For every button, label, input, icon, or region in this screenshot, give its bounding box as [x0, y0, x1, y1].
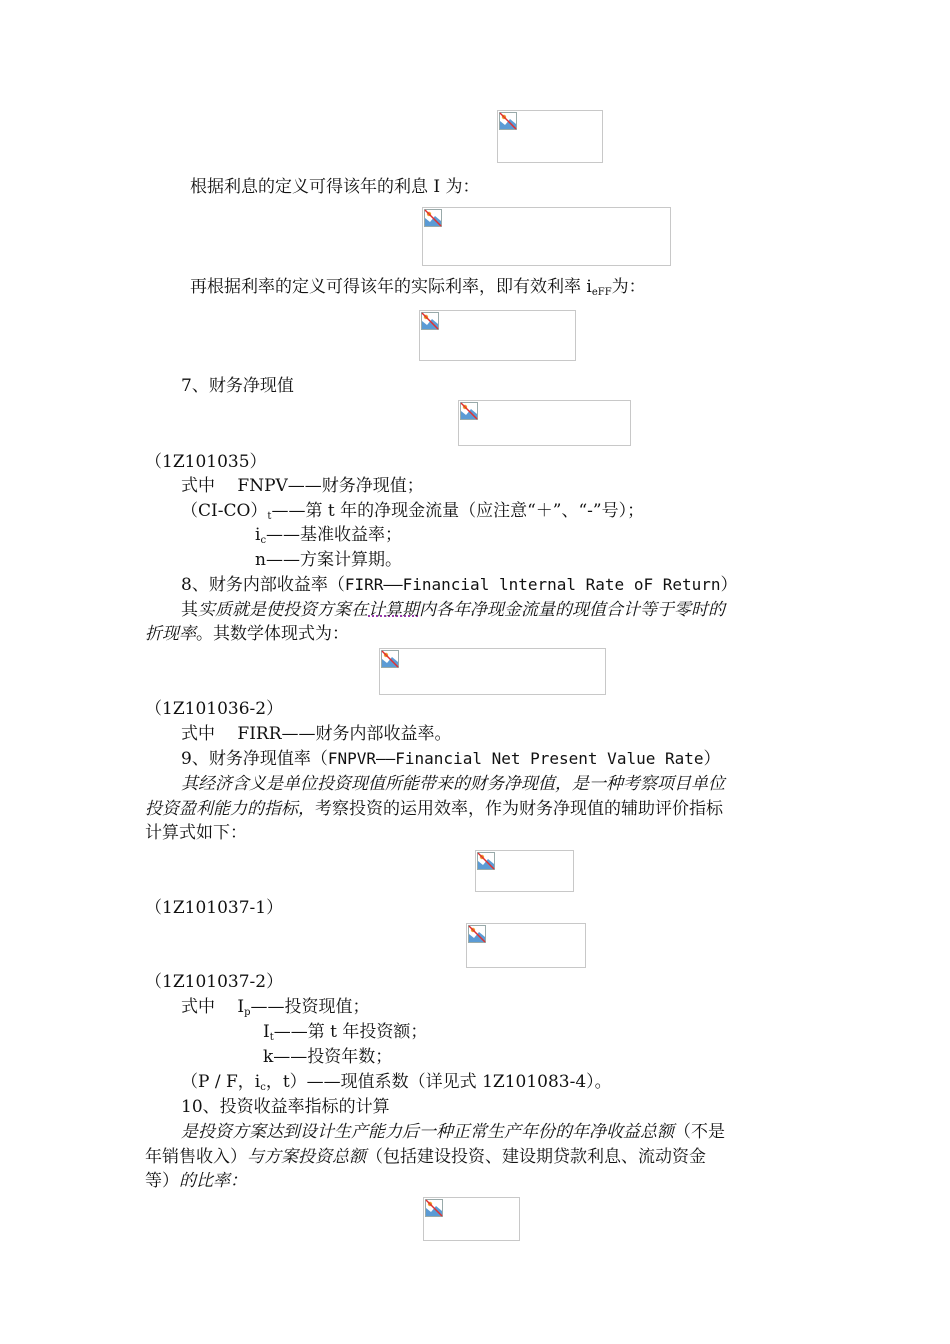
text-part: 是投资方案达到设计生产能力后一种正常生产年份的年净收益总额	[181, 1122, 674, 1142]
text-part: 的比率：	[179, 1171, 247, 1191]
text-part: ）	[720, 575, 738, 595]
formula-image-firr	[379, 648, 606, 695]
broken-image-icon	[460, 402, 478, 420]
text-firr-def: 式中 FIRR——财务内部收益率。	[181, 724, 452, 744]
heading-fnpv: 7、财务净现值	[181, 376, 294, 396]
heading-fnpvr	[181, 747, 721, 771]
link-calculation-period[interactable]: 计算期	[368, 600, 419, 620]
text-part: ——第 t 年投资额；	[273, 1022, 428, 1042]
text-cico-def	[181, 499, 644, 529]
subscript: t	[269, 1032, 274, 1043]
text-fnpvr-meaning-2	[145, 797, 723, 821]
subscript: c	[260, 1082, 266, 1093]
text-part: 等）	[145, 1171, 179, 1191]
equation-number-1035: （1Z101035）	[145, 452, 267, 472]
text-part: 投资盈利能力的指标，	[145, 799, 315, 819]
text-part: 9、财务净现值率（	[181, 749, 328, 769]
text-effective-rate	[190, 275, 646, 305]
text-part: ——投资现值；	[250, 997, 370, 1017]
text-part: （不是	[674, 1122, 725, 1142]
broken-image-icon	[477, 852, 495, 870]
text-part: 与方案投资总额	[247, 1147, 366, 1167]
text-part: （P / F，i	[181, 1072, 261, 1092]
formula-image-1	[497, 110, 603, 163]
text-part: 年销售收入）	[145, 1147, 247, 1167]
text-part: （CI-CO）	[181, 501, 268, 521]
formula-image-fnpvr-1	[475, 850, 574, 892]
text-part: ——第 t 年的净现金流量（应注意“＋”、“-”号）；	[271, 501, 645, 521]
subscript: t	[267, 511, 272, 522]
text-fnpv-def: 式中 FNPV——财务净现值；	[181, 476, 424, 496]
formula-image-fnpvr-2	[466, 923, 586, 968]
heading-firr	[181, 573, 738, 597]
text-interest-definition: 根据利息的定义可得该年的利息 I 为：	[190, 177, 480, 197]
text-roi-def-1	[181, 1120, 725, 1144]
text-part: 8、财务内部收益率（	[181, 575, 345, 595]
text-part: 折现率	[145, 624, 196, 644]
formula-image-roi	[423, 1197, 520, 1241]
text-part: 为：	[611, 277, 646, 297]
text-n-def: n——方案计算期。	[255, 550, 402, 570]
heading-roi: 10、投资收益率指标的计算	[181, 1097, 390, 1117]
text-firr-essence-1	[181, 598, 725, 622]
text-part: 其	[181, 600, 198, 620]
text-roi-def-3	[145, 1169, 247, 1193]
text-part: 再根据利率的定义可得该年的实际利率，即有效利率 i	[190, 277, 592, 297]
text-part: 。其数学体现式为：	[196, 624, 349, 644]
formula-image-2	[422, 207, 671, 266]
formula-image-fnpv	[458, 400, 631, 446]
text-part: 内各年净现金流量的现值合计等于零时的	[419, 600, 725, 620]
subscript: eFF	[591, 287, 612, 298]
broken-image-icon	[468, 925, 486, 943]
text-part: ——基准收益率；	[266, 525, 403, 545]
text-part: I	[263, 1022, 270, 1042]
text-part: 考察投资的运用效率，作为财务净现值的辅助评价指标	[315, 799, 723, 819]
text-part: ，t）——现值系数（详见式 1Z101083-4）。	[265, 1072, 612, 1092]
broken-image-icon	[424, 209, 442, 227]
text-part: 式中 I	[181, 997, 245, 1017]
text-firr-essence-2	[145, 622, 349, 646]
text-part-english: FNPVR——Financial Net Present Value Rate	[327, 749, 704, 768]
equation-number-1036: （1Z101036-2）	[145, 699, 284, 719]
text-part: 实质就是使投资方案在	[198, 600, 368, 620]
text-k-def: k——投资年数；	[263, 1047, 393, 1067]
text-part: i	[255, 525, 261, 545]
text-roi-def-2	[145, 1145, 706, 1169]
broken-image-icon	[499, 112, 517, 130]
text-fnpvr-meaning-3: 计算式如下：	[145, 823, 247, 843]
subscript: p	[244, 1007, 251, 1018]
broken-image-icon	[425, 1199, 443, 1217]
text-part-english: FIRR——Financial lnternal Rate oF Return	[344, 575, 721, 594]
text-part: （包括建设投资、建设期贷款利息、流动资金	[366, 1147, 706, 1167]
text-part: ）	[703, 749, 721, 769]
equation-number-1037-1: （1Z101037-1）	[145, 898, 284, 918]
broken-image-icon	[421, 312, 439, 330]
broken-image-icon	[381, 650, 399, 668]
formula-image-3	[419, 310, 576, 361]
text-fnpvr-meaning-1: 其经济含义是单位投资现值所能带来的财务净现值，是一种考察项目单位	[181, 774, 725, 794]
subscript: c	[260, 535, 267, 546]
equation-number-1037-2: （1Z101037-2）	[145, 972, 284, 992]
